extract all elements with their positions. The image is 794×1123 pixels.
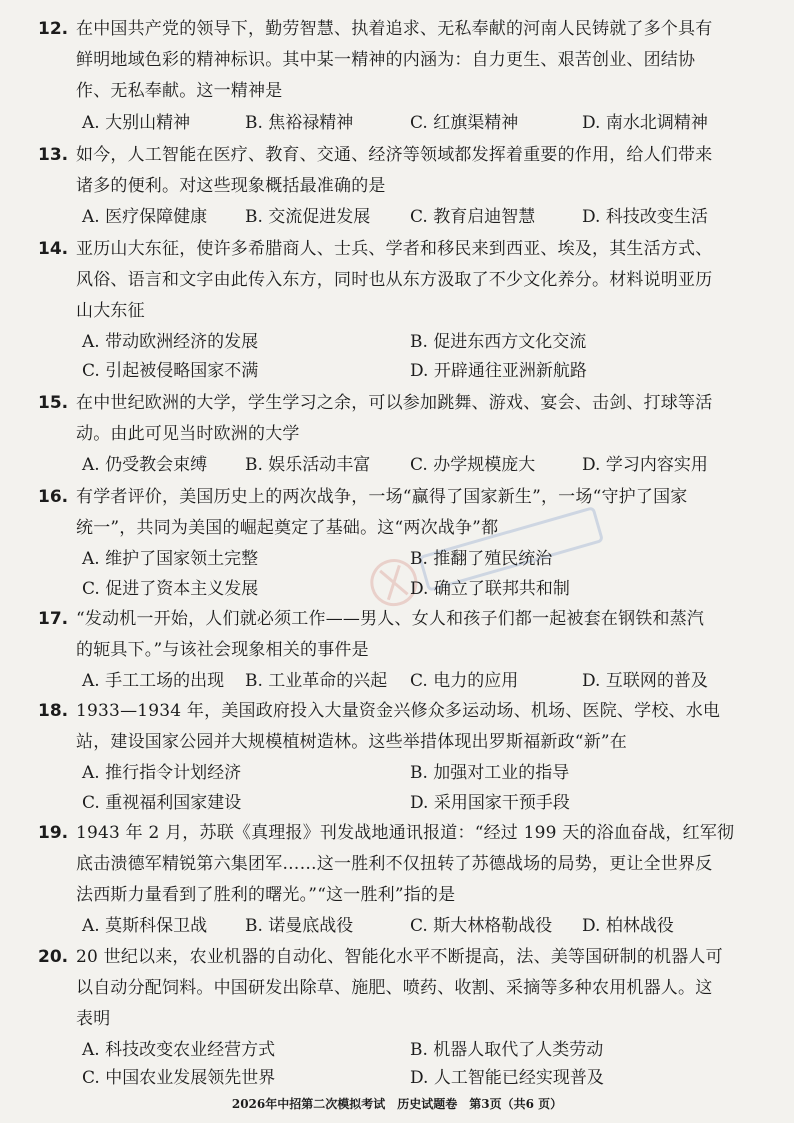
question-text-line: 20 世纪以来，农业机器的自动化、智能化水平不断提高，法、美等国研制的机器人可 [76,947,723,967]
option-d: D. 科技改变生活 [582,207,708,227]
question-text-line: 1943 年 2 月，苏联《真理报》刊发战地通讯报道：“经过 199 天的浴血奋战，红军彻 [76,823,735,843]
option-a: A. 推行指令计划经济 [82,763,242,783]
option-b: B. 加强对工业的指导 [410,763,570,783]
question-text-line: 在中世纪欧洲的大学，学生学习之余，可以参加跳舞、游戏、宴会、击剑、打球等活 [76,393,713,413]
question-text-line: 在中国共产党的领导下，勤劳智慧、执着追求、无私奉献的河南人民铸就了多个具有 [76,19,713,39]
question-number: 20. [38,947,69,967]
option-d: D. 柏林战役 [582,916,674,936]
question-text-line: 表明 [76,1009,111,1029]
option-a: A. 维护了国家领土完整 [82,549,259,569]
question-text-line: 如今，人工智能在医疗、教育、交通、经济等领域都发挥着重要的作用，给人们带来 [76,145,713,165]
question-text-line: 诸多的便利。对这些现象概括最准确的是 [76,176,386,196]
option-c: C. 斯大林格勒战役 [410,916,553,936]
option-a: A. 带动欧洲经济的发展 [82,332,259,352]
option-d: D. 互联网的普及 [582,671,708,691]
option-b: B. 诺曼底战役 [245,916,354,936]
question-text-line: 的轭具下。”与该社会现象相关的事件是 [76,640,369,660]
question-text-line: 风俗、语言和文字由此传入东方，同时也从东方汲取了不少文化养分。材料说明亚历 [76,270,713,290]
question-number: 17. [38,609,69,629]
option-a: A. 大别山精神 [82,113,191,133]
question-number: 15. [38,393,69,413]
question-text-line: 山大东征 [76,301,145,321]
option-c: C. 电力的应用 [410,671,519,691]
page-footer: 2026年中招第二次模拟考试 历史试题卷 第3页（共6 页） [231,1097,563,1111]
option-b: B. 工业革命的兴起 [245,671,388,691]
option-a: A. 医疗保障健康 [82,207,208,227]
option-b: B. 推翻了殖民统治 [410,549,553,569]
question-number: 13. [38,145,69,165]
option-c: C. 教育启迪智慧 [410,207,536,227]
option-a: A. 仍受教会束缚 [82,455,208,475]
option-b: B. 娱乐活动丰富 [245,455,371,475]
question-text-line: 统一”，共同为美国的崛起奠定了基础。这“两次战争”都 [76,518,499,538]
question-text-line: “发动机一开始，人们就必须工作——男人、女人和孩子们都一起被套在钢铁和蒸汽 [76,609,705,629]
option-b: B. 促进东西方文化交流 [410,332,587,352]
option-b: B. 交流促进发展 [245,207,371,227]
question-text-line: 以自动分配饲料。中国研发出除草、施肥、喷药、收割、采摘等多种农用机器人。这 [76,978,713,998]
option-a: A. 手工工场的出现 [82,671,225,691]
option-c: C. 办学规模庞大 [410,455,536,475]
question-number: 18. [38,701,69,721]
option-d: D. 学习内容实用 [582,455,708,475]
question-text-line: 站，建设国家公园并大规模植树造林。这些举措体现出罗斯福新政“新”在 [76,732,627,752]
option-a: A. 科技改变农业经营方式 [82,1040,276,1060]
option-c: C. 红旗渠精神 [410,113,519,133]
question-text-line: 作、无私奉献。这一精神是 [76,81,283,101]
question-number: 14. [38,239,69,259]
question-text-line: 亚历山大东征，使许多希腊商人、士兵、学者和移民来到西亚、埃及，其生活方式、 [76,239,713,259]
option-d: D. 确立了联邦共和制 [410,579,570,599]
question-text-line: 鲜明地域色彩的精神标识。其中某一精神的内涵为：自力更生、艰苦创业、团结协 [76,50,696,70]
option-d: D. 人工智能已经实现普及 [410,1068,604,1088]
question-text-line: 1933—1934 年，美国政府投入大量资金兴修众多运动场、机场、医院、学校、水电 [76,701,721,721]
question-text-line: 法西斯力量看到了胜利的曙光。”“这一胜利”指的是 [76,885,456,905]
option-b: B. 机器人取代了人类劳动 [410,1040,604,1060]
option-c: C. 引起被侵略国家不满 [82,361,259,381]
question-text-line: 有学者评价，美国历史上的两次战争，一场“赢得了国家新生”，一场“守护了国家 [76,487,688,507]
option-d: D. 南水北调精神 [582,113,708,133]
option-c: C. 重视福利国家建设 [82,793,242,813]
option-c: C. 促进了资本主义发展 [82,579,259,599]
question-number: 16. [38,487,69,507]
option-d: D. 采用国家干预手段 [410,793,570,813]
question-number: 19. [38,823,69,843]
option-c: C. 中国农业发展领先世界 [82,1068,276,1088]
option-b: B. 焦裕禄精神 [245,113,354,133]
option-d: D. 开辟通往亚洲新航路 [410,361,587,381]
question-text-line: 底击溃德军精锐第六集团军……这一胜利不仅扭转了苏德战场的局势，更让全世界反 [76,854,713,874]
option-a: A. 莫斯科保卫战 [82,916,208,936]
question-text-line: 动。由此可见当时欧洲的大学 [76,424,300,444]
question-number: 12. [38,19,69,39]
